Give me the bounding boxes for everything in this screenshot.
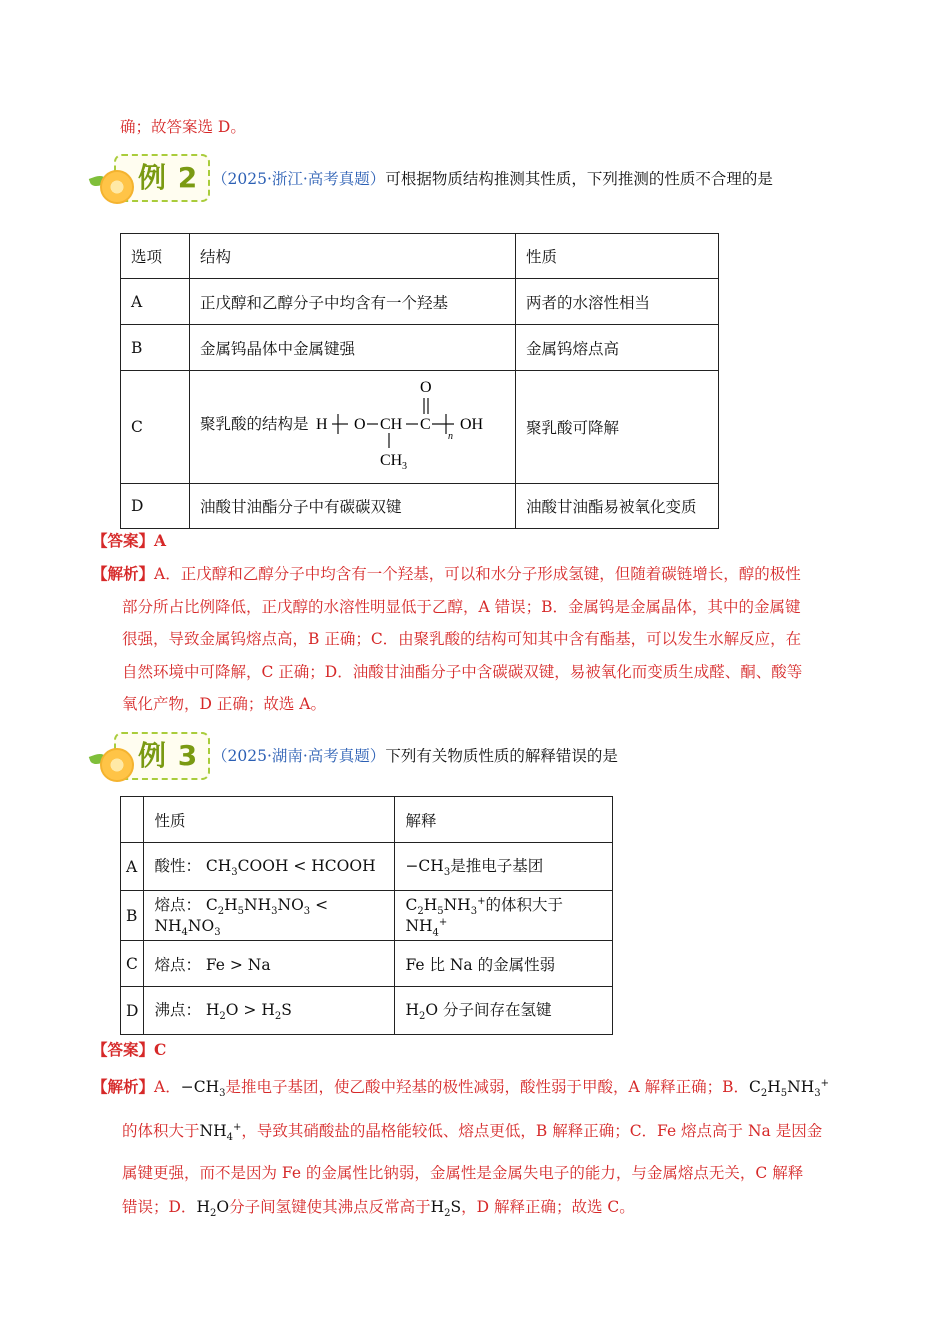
analysis-line: 的体积大于$NH_4^+$，导致其硝酸盐的晶格能较低、熔点更低，B 解释正确；C．Fe 熔点高于 Na 是因金: [122, 1122, 823, 1144]
formula-OH: OH: [460, 416, 484, 433]
answer-label: 【答案】: [92, 531, 155, 550]
formula-n: n: [448, 431, 453, 442]
explain-cell: $C_2H_5NH_3^+$的体积大于 $NH_4^+$: [395, 891, 613, 941]
option-cell: A: [121, 843, 144, 891]
option-cell: B: [121, 325, 190, 371]
example-3-table: [120, 796, 613, 1035]
table-row: [121, 371, 719, 484]
table-row: [121, 325, 719, 371]
example-3-answer: [92, 1040, 166, 1060]
answer-label: 【答案】: [92, 1040, 155, 1059]
option-cell: B: [121, 891, 144, 941]
header-cell: 性质: [516, 234, 719, 279]
formula-O: O: [354, 416, 366, 433]
analysis-line: 自然环境中可降解，C 正确；D．油酸甘油酯分子中含碳碳双键，易被氧化而变质生成醛、酮、酸等: [122, 662, 803, 681]
analysis-line: 氧化产物，D 正确；故选 A。: [122, 695, 326, 713]
property-cell: 熔点： Fe > Na: [144, 941, 395, 987]
analysis-label: 【解析】: [92, 564, 155, 583]
orange-slice-icon: [100, 170, 134, 204]
formula-CH: CH: [380, 416, 403, 433]
option-cell: A: [121, 279, 190, 325]
analysis-label: 【解析】: [92, 1077, 155, 1097]
property-cell: 油酸甘油酯易被氧化变质: [516, 484, 719, 529]
analysis-line: 属键更强，而不是因为 Fe 的金属性比钠弱，金属性是金属失电子的能力，与金属熔点无关，C 解释: [122, 1163, 804, 1182]
table-row: [121, 843, 613, 891]
explain-cell: Fe 比 Na 的金属性弱: [395, 941, 613, 987]
example-2-question: [212, 169, 773, 189]
property-cell: 金属钨熔点高: [516, 325, 719, 371]
property-cell: 聚乳酸可降解: [516, 371, 719, 484]
question-text: 可根据物质结构推测其性质，下列推测的性质不合理的是: [385, 170, 773, 188]
example-3-analysis: [92, 1067, 862, 1231]
structure-cell: 油酸甘油酯分子中有碳碳双键: [190, 484, 516, 529]
example-2-answer: [92, 531, 166, 551]
analysis-line: 【解析】A．正戊醇和乙醇分子中均含有一个羟基，可以和水分子形成氢键，但随着碳链增长，醇的极性: [92, 564, 801, 583]
table-row: [121, 941, 613, 987]
table-row: [121, 279, 719, 325]
analysis-line: 部分所占比例降低，正戊醇的水溶性明显低于乙醇，A 错误；B．金属钨是金属晶体，其中的金属键: [122, 597, 801, 616]
table-row: [121, 484, 719, 529]
explain-cell: $H_2O$ 分子间存在氢键: [395, 987, 613, 1035]
option-cell: D: [121, 987, 144, 1035]
structure-cell: 金属钨晶体中金属键强: [190, 325, 516, 371]
header-cell: 解释: [395, 797, 613, 843]
formula-top-O: O: [420, 379, 432, 396]
option-cell: C: [121, 941, 144, 987]
analysis-line: 错误；D．$H_2O$分子间氢键使其沸点反常高于$H_2S$，D 解释正确；故选 C。: [122, 1197, 635, 1219]
header-cell: 性质: [144, 797, 395, 843]
question-text: 下列有关物质性质的解释错误的是: [385, 747, 618, 765]
formula-H: H: [316, 416, 328, 433]
example-2-badge: [98, 150, 208, 206]
analysis-line: 很强，导致金属钨熔点高，B 正确；C．由聚乳酸的结构可知其中含有酯基，可以发生水解反应，在: [122, 630, 802, 648]
explain-cell: $-CH_3$是推电子基团: [395, 843, 613, 891]
option-cell: D: [121, 484, 190, 529]
source-tag: （2025·浙江·高考真题）: [212, 170, 386, 188]
table-row: [121, 891, 613, 941]
property-cell: 两者的水溶性相当: [516, 279, 719, 325]
header-cell: [121, 797, 144, 843]
example-2-table: [120, 233, 719, 529]
property-cell: 熔点： $C_2H_5NH_3NO_3 < NH_4NO_3$: [144, 891, 395, 941]
property-cell: 酸性： $CH_3COOH$ < HCOOH: [144, 843, 395, 891]
badge-label: 例 3: [138, 739, 199, 772]
answer-value: A: [154, 531, 167, 550]
source-tag: （2025·湖南·高考真题）: [212, 747, 386, 765]
top-line: 确；故答案选 D。: [120, 118, 246, 136]
property-cell: 沸点： $H_2O > H_2S$: [144, 987, 395, 1035]
header-cell: 结构: [190, 234, 516, 279]
orange-slice-icon: [100, 748, 134, 782]
example-2-analysis: [92, 558, 862, 721]
header-cell: 选项: [121, 234, 190, 279]
structure-cell: 正戊醇和乙醇分子中均含有一个羟基: [190, 279, 516, 325]
example-3-badge: [98, 728, 208, 784]
answer-value: C: [154, 1040, 167, 1059]
formula-sub3: 3: [402, 461, 407, 472]
structure-cell: [190, 371, 516, 484]
formula-C: C: [420, 416, 431, 433]
structure-text: 聚乳酸的结构是: [200, 415, 309, 433]
badge-label: 例 2: [138, 161, 199, 194]
polylactic-acid-formula: [314, 376, 514, 476]
formula-CH3: CH: [380, 452, 403, 469]
example-3-question: [212, 746, 618, 766]
table-row: [121, 987, 613, 1035]
analysis-line: 【解析】A．$-CH_3$是推电子基团，使乙酸中羟基的极性减弱，酸性弱于甲酸，A 解释正确；B．$C_2H_5NH_3^+$: [92, 1077, 829, 1100]
option-cell: C: [121, 371, 190, 484]
